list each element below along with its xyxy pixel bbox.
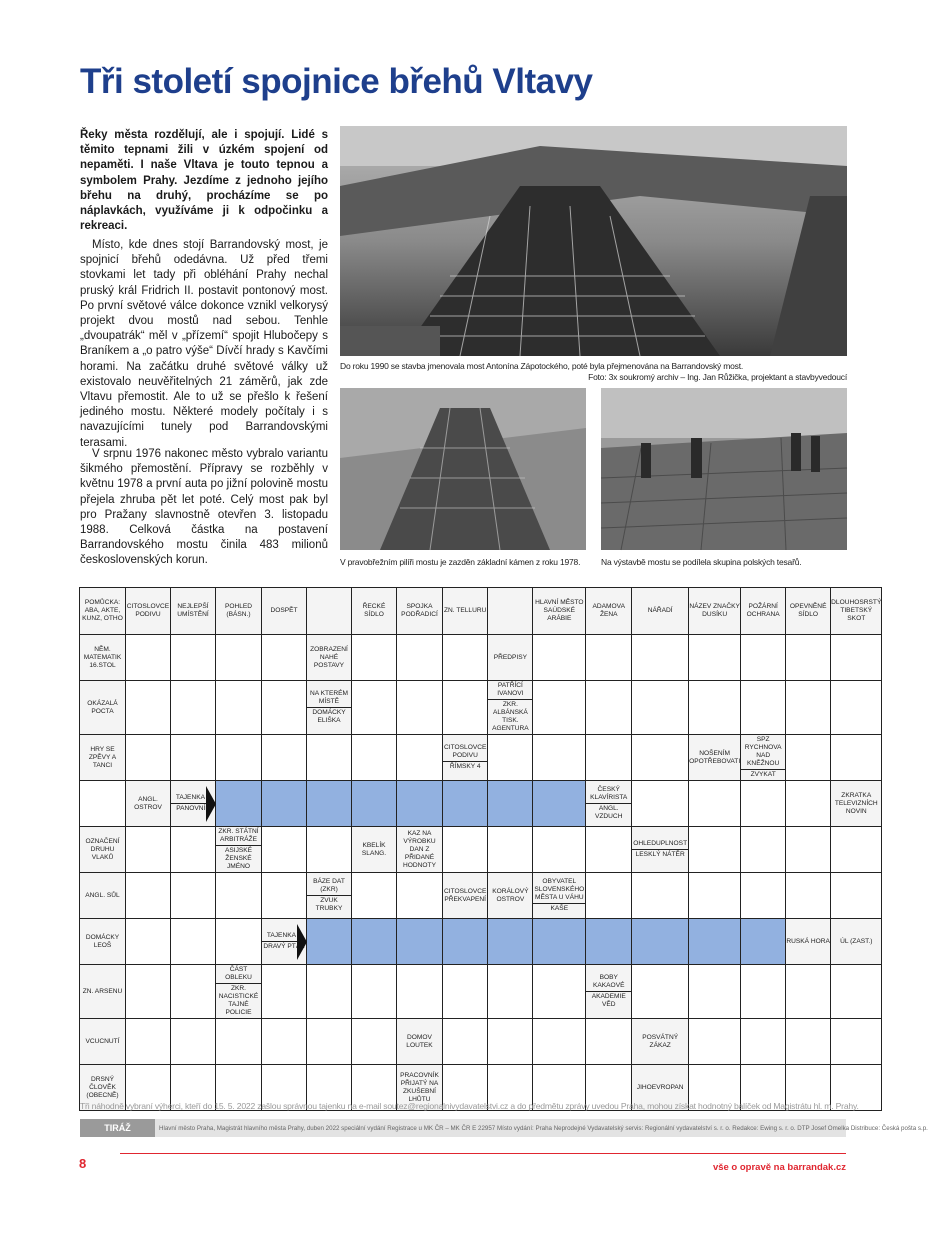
crossword-clue: TAJENKA 2 [266,932,302,939]
crossword-cell[interactable] [488,735,533,781]
crossword-clue-split [632,827,689,873]
crossword-cell[interactable] [216,681,262,735]
crossword-header-cell: ADAMOVA ŽENA [586,588,632,635]
crossword-cell[interactable] [307,1019,352,1065]
crossword-clue: NA KTERÉM MÍSTĚ [309,690,349,705]
crossword-cell[interactable] [689,681,741,735]
crossword-header-cell: OPEVNĚNÉ SÍDLO [786,588,831,635]
crossword-cell[interactable] [262,965,307,1019]
crossword-cell[interactable] [307,827,352,873]
crossword-cell[interactable] [786,873,831,919]
crossword-clue: ZKRATKA TELEVIZNÍCH NOVIN [831,781,882,827]
crossword-clue: NĚM. MATEMATIK 16.STOL [80,635,126,681]
crossword-cell[interactable] [262,681,307,735]
crossword-cell[interactable] [632,681,689,735]
body-paragraph-2: V srpnu 1976 nakonec město vybralo variantu šikmého přemostění. Přípravy se rozběhly v květnu 1978 a první auta po jižní polovině mostu přejela zhruba pět let poté. Celý most pak byl pro Pražany slavnostně otevřen 3. listopadu 1988. Celková částka na postavení Barrandovského mostu činila 483 milionů československých korun. [80,448,328,567]
crossword-clue: ZKR. STÁTNÍ ARBITRÁŽE [218,828,259,843]
crossword-cell[interactable] [126,919,171,965]
tajenka-cell[interactable] [397,781,443,827]
tajenka-cell[interactable] [689,919,741,965]
crossword-cell[interactable] [397,965,443,1019]
crossword-cell[interactable] [586,827,632,873]
crossword-cell[interactable] [586,735,632,781]
crossword-clue-split [307,681,352,735]
crossword-cell[interactable] [397,735,443,781]
tajenka-cell[interactable] [533,919,586,965]
crossword-cell[interactable] [171,635,216,681]
crossword-cell[interactable] [689,965,741,1019]
imprint-bar [80,1119,928,1137]
tajenka-cell[interactable] [533,781,586,827]
crossword-cell[interactable] [741,827,786,873]
crossword-cell[interactable] [80,781,126,827]
crossword-clue: CITOSLOVCE PODIVU [444,744,487,759]
tajenka-cell[interactable] [397,919,443,965]
crossword-clue: ZKR. ALBÁNSKÁ TISK. AGENTURA [488,699,532,734]
tajenka-cell[interactable] [741,919,786,965]
crossword-cell[interactable] [831,681,882,735]
crossword-cell[interactable] [171,735,216,781]
crossword-cell[interactable] [443,1019,488,1065]
crossword-cell[interactable] [831,873,882,919]
tajenka-cell[interactable] [443,781,488,827]
crossword-cell[interactable] [786,735,831,781]
crossword-clue: OHLEDUPLNOST [633,840,688,847]
crossword-cell[interactable] [533,635,586,681]
crossword-cell[interactable] [171,681,216,735]
crossword-cell[interactable] [689,873,741,919]
crossword-clue: CITOSLOVCE PŘEKVAPENÍ [443,873,488,919]
crossword-cell[interactable] [533,681,586,735]
crossword-cell[interactable] [689,781,741,827]
crossword-cell[interactable] [488,827,533,873]
lead-paragraph: Řeky města rozdělují, ale i spojují. Lidé s těmito tepnami žili v úzkém spojení od nepaměti. I naše Vltava je touto tepnou a symbolem Prahy. Jezdíme z jednoho jejího břehu na druhý, procházíme se po náplavkách, využíváme ji k odpočinku a rekreaci. [80,129,328,233]
crossword-cell[interactable] [533,965,586,1019]
crossword-cell[interactable] [586,681,632,735]
crossword-clue: ANGL. OSTROV [126,781,171,827]
crossword-cell[interactable] [586,1019,632,1065]
crossword-cell[interactable] [632,735,689,781]
crossword-cell[interactable] [352,1019,397,1065]
crossword-cell[interactable] [397,681,443,735]
tajenka-cell[interactable] [307,781,352,827]
crossword-clue: OZNAČENÍ DRUHU VLAKŮ [80,827,126,873]
crossword-cell[interactable] [443,965,488,1019]
crossword-clue: ZKR. NACISTICKÉ TAJNÉ POLICIE [216,983,261,1018]
crossword-clue: ČÁST OBLEKU [225,966,252,981]
crossword-clue: PRACOVNÍK PŘIJATÝ NA ZKUŠEBNÍ LHŮTU [397,1065,443,1111]
crossword-cell[interactable] [741,681,786,735]
crossword-cell[interactable] [352,965,397,1019]
crossword-clue-split [216,965,262,1019]
crossword-header-cell: CITOSLOVCE PODIVU [126,588,171,635]
crossword-cell[interactable] [741,873,786,919]
crossword-clue: ANGL. VZDUCH [586,803,631,822]
crossword-cell[interactable] [216,635,262,681]
crossword-clue: RUSKÁ HORA [786,919,831,965]
crossword-header-cell: POHLED (BÁSN.) [216,588,262,635]
crossword-header-cell: POMŮCKA: ABA, AKTE, KUNZ, OTHO [80,588,126,635]
crossword-header-cell: ZN. TELLURU [443,588,488,635]
crossword-clue-split [586,781,632,827]
crossword-cell[interactable] [171,873,216,919]
crossword-cell[interactable] [262,635,307,681]
crossword-clue-split [307,873,352,919]
crossword-clue: ZN. ARSENU [80,965,126,1019]
crossword-cell[interactable] [171,919,216,965]
crossword-clue: SPZ RYCHNOVA NAD KNĚŽNOU [744,736,782,767]
crossword-cell[interactable] [689,1019,741,1065]
crossword-cell[interactable] [786,781,831,827]
crossword-clue: VCUCNUTÍ [80,1019,126,1065]
crossword-header-cell [307,588,352,635]
crossword-cell[interactable] [126,681,171,735]
crossword-header-cell: NÁZEV ZNAČKY DUSÍKU [689,588,741,635]
tajenka-cell[interactable] [352,781,397,827]
crossword-clue: ASIJSKÉ ŽENSKÉ JMÉNO [216,845,261,872]
crossword-clue: KAZ NA VÝROBKU DAN Z PŘIDANÉ HODNOTY [397,827,443,873]
crossword-cell[interactable] [786,965,831,1019]
crossword-clue: OBYVATEL SLOVENSKÉHO MĚSTA U VÁHU [534,878,585,901]
crossword-clue: KAŠE [533,903,585,914]
crossword-clue: ZVYKAT [741,769,785,780]
crossword-cell[interactable] [741,1019,786,1065]
crossword-cell[interactable] [216,735,262,781]
crossword-cell[interactable] [786,827,831,873]
crossword-cell[interactable] [397,635,443,681]
photo-credit: Foto: 3x soukromý archiv – Ing. Jan Růžička, projektant a stavbyvedoucí [588,372,847,382]
crossword-clue: TAJENKA 1 [175,794,211,801]
tajenka-cell[interactable] [488,919,533,965]
crossword-cell[interactable] [741,781,786,827]
crossword-clue: ÚL (ZAST.) [831,919,882,965]
crossword-clue-split [741,735,786,781]
crossword-clue: DRAVÝ PTÁK [263,943,305,950]
crossword-cell[interactable] [262,1019,307,1065]
crossword-cell[interactable] [443,681,488,735]
crossword-cell[interactable] [586,635,632,681]
crossword-cell[interactable] [831,1019,882,1065]
crossword-clue-split [262,919,307,965]
body-paragraph-1: Místo, kde dnes stojí Barrandovský most, je spojnicí břehů odedávna. Už před třemi stovkami let tady při obléhání Prahy nechal pruský král Fridrich II. postavit pontonový most. Po první světové válce dokonce vznikl velkorysý projekt dvou mostů nad sebou. Tenhle „dvoupatrák“ měl v „přízemí“ spojit Hlubočepy s Braníkem a „o patro výše“ Dívčí hrady s Kavčími horami. Na začátku druhé světové války už existovalo neuvěřitelných 21 záměrů, jak zde Vltavu přemostit. Ale to už se přešlo k řešení jediného mostu. Některé modely počítaly i s navazujícími tunely pod Barrandovskými terasami. [80,239,328,449]
crossword-cell[interactable] [307,965,352,1019]
crossword-cell[interactable] [126,1019,171,1065]
tajenka-cell[interactable] [488,781,533,827]
crossword-cell[interactable] [586,873,632,919]
crossword-cell[interactable] [632,781,689,827]
photo-polish-carpenters [601,388,847,550]
crossword-cell[interactable] [352,681,397,735]
crossword-header-cell: NEJLEPŠÍ UMÍSTĚNÍ [171,588,216,635]
crossword-cell[interactable] [216,919,262,965]
crossword-cell[interactable] [443,635,488,681]
crossword-cell[interactable] [632,635,689,681]
crossword-clue-split [586,965,632,1019]
tajenka-cell[interactable] [307,919,352,965]
crossword-cell[interactable] [786,1019,831,1065]
caption-main: Do roku 1990 se stavba jmenovala most Antonína Zápotockého, poté byla přejmenována na Barrandovský most. [340,361,744,371]
crossword-cell[interactable] [689,635,741,681]
crossword-cell[interactable] [352,873,397,919]
crossword-header-cell: NÁŘADÍ [632,588,689,635]
crossword-grid [79,587,882,1111]
crossword-header-cell: SPOJKA PODŘADICÍ [397,588,443,635]
crossword-cell[interactable] [741,965,786,1019]
page-title: Tři století spojnice břehů Vltavy [80,62,593,101]
crossword-cell[interactable] [632,965,689,1019]
crossword-cell[interactable] [533,735,586,781]
tajenka-cell[interactable] [216,781,262,827]
crossword-cell[interactable] [786,681,831,735]
crossword-clue: KBELÍK SLANG. [352,827,397,873]
tajenka-cell[interactable] [443,919,488,965]
caption-right: Na výstavbě mostu se podílela skupina polských tesařů. [601,557,802,567]
crossword-cell[interactable] [831,635,882,681]
imprint-text: Hlavní město Praha, Magistrát hlavního města Prahy, duben 2022 speciální vydání Registrace u MK ČR – MK ČR E 22957 Místo vydání: Praha Neprodejné Vydavatelský servis: Regionální vydavatelství s. r. o. Redakce: Ewing s. r. o. DTP Josef Omelka Distribuce: Česká pošta s.p. [159,1124,928,1132]
crossword-cell[interactable] [632,873,689,919]
crossword-clue: POSVÁTNÝ ZÁKAZ [632,1019,689,1065]
crossword-cell[interactable] [831,965,882,1019]
crossword-clue: BOBY KAKAOVÉ [592,974,625,989]
crossword-cell[interactable] [352,735,397,781]
footer-link[interactable]: vše o opravě na barrandak.cz [712,1162,846,1173]
crossword-clue: ZOBRAZENÍ NAHÉ POSTAVY [307,635,352,681]
tajenka-cell[interactable] [352,919,397,965]
crossword-cell[interactable] [533,827,586,873]
crossword-header-cell: POŽÁRNÍ OCHRANA [741,588,786,635]
crossword-clue-split [533,873,586,919]
crossword-clue: HRY SE ZPĚVY A TANCI [80,735,126,781]
crossword-clue: LESKLÝ NÁTĚR [632,849,688,860]
crossword-cell[interactable] [216,873,262,919]
crossword-clue: KORÁLOVÝ OSTROV [488,873,533,919]
crossword-cell[interactable] [397,873,443,919]
crossword-header-cell: ŘECKÉ SÍDLO [352,588,397,635]
crossword-cell[interactable] [262,873,307,919]
crossword-clue: DOMOV LOUTEK [397,1019,443,1065]
crossword-clue: PŘEDPISY [488,635,533,681]
crossword-cell[interactable] [689,827,741,873]
crossword-clue: ZVUK TRUBKY [307,895,351,914]
crossword-cell[interactable] [488,965,533,1019]
crossword-cell[interactable] [262,735,307,781]
crossword-cell[interactable] [126,873,171,919]
crossword-header-cell [488,588,533,635]
prize-info: Tři náhodně vybraní výherci, kteří do 15. 5. 2022 zašlou správnou tajenku na e-mail soutez@regionalnivydavatelstvi.cz a do předmětu zprávy uvedou Praha, mohou získat hodnotný balíček od Magistrátu hl. m. Prahy. [80,1101,859,1111]
crossword-clue: DOMÁCKY ELIŠKA [307,707,351,726]
crossword-cell[interactable] [171,965,216,1019]
crossword-clue-split [216,827,262,873]
crossword-cell[interactable] [171,1019,216,1065]
imprint-label: TIRÁŽ [80,1119,155,1137]
crossword-header-cell: DOSPĚT [262,588,307,635]
arrow-right-icon [206,786,216,822]
crossword-cell[interactable] [533,1019,586,1065]
crossword-clue: NOŠENÍM OPOTŘEBOVATI [689,735,741,781]
crossword-cell[interactable] [831,827,882,873]
crossword-clue: PANOVNÍK [171,803,215,814]
crossword-clue: AKADEMIE VĚD [586,991,631,1010]
caption-left: V pravobřežním pilíři mostu je zazděn základní kámen z roku 1978. [340,557,581,567]
crossword-clue: DOMÁCKY LEOŠ [80,919,126,965]
crossword-cell[interactable] [216,1019,262,1065]
crossword-clue-split [171,781,216,827]
tajenka-cell[interactable] [262,781,307,827]
crossword-clue: PATŘÍCÍ IVANOVI [497,682,524,697]
crossword-clue-split [443,735,488,781]
crossword-cell[interactable] [443,827,488,873]
crossword-cell[interactable] [488,1019,533,1065]
crossword-cell[interactable] [171,827,216,873]
crossword-cell[interactable] [352,635,397,681]
crossword-cell[interactable] [126,735,171,781]
crossword-cell[interactable] [831,735,882,781]
crossword-cell[interactable] [741,635,786,681]
crossword-cell[interactable] [126,635,171,681]
crossword-header-cell: HLAVNÍ MĚSTO SAÚDSKÉ ARÁBIE [533,588,586,635]
crossword-cell[interactable] [786,635,831,681]
crossword-cell[interactable] [307,735,352,781]
crossword-clue: ANGL. SŮL [80,873,126,919]
page-number: 8 [79,1156,87,1171]
arrow-right-icon [297,924,307,960]
crossword-clue: DRSNÝ ČLOVĚK (OBECNĚ) [80,1065,126,1111]
crossword-clue: ŘÍMSKY 4 [443,761,487,772]
photo-bridge-pillar [340,388,586,550]
footer-divider [120,1153,846,1154]
crossword-clue: JIHOEVROPAN [632,1065,689,1111]
crossword-clue: ČESKÝ KLAVÍRISTA [590,786,628,801]
crossword-header-cell: DLOUHOSRSTÝ TIBETSKÝ SKOT [831,588,882,635]
tajenka-cell[interactable] [632,919,689,965]
crossword-cell[interactable] [126,827,171,873]
crossword-clue-split [488,681,533,735]
tajenka-cell[interactable] [586,919,632,965]
crossword-clue: OKÁZALÁ POCTA [80,681,126,735]
crossword-clue: BÁZE DAT (ZKR) [313,878,345,893]
photo-bridge-construction [340,126,847,356]
crossword-cell[interactable] [262,827,307,873]
crossword-cell[interactable] [126,965,171,1019]
